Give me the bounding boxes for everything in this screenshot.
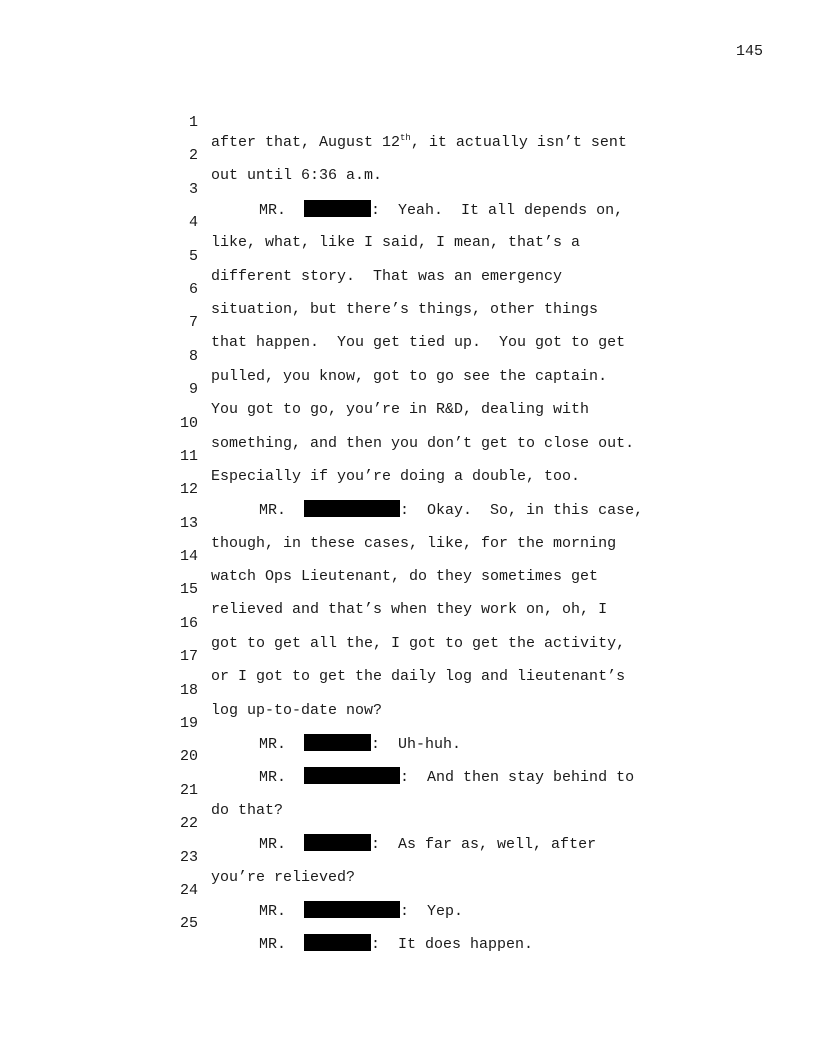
transcript-line	[0, 227, 816, 285]
transcript-line	[0, 394, 816, 452]
line-number: 21	[179, 781, 198, 799]
transcript-line	[0, 126, 816, 185]
line-text: though, in these cases, like, for the morning	[211, 534, 617, 552]
redacted-name	[304, 934, 371, 951]
transcript-line	[0, 761, 816, 819]
line-number: 12	[179, 481, 198, 499]
line-number: 5	[188, 247, 198, 265]
line-number: 6	[188, 280, 198, 298]
ordinal-suffix: th	[400, 133, 411, 143]
transcript-line	[0, 661, 816, 719]
page-number: 145	[735, 43, 763, 60]
line-text: or I got to get the daily log and lieutenant’s	[211, 668, 626, 686]
transcript-line	[0, 460, 816, 520]
line-text: like, what, like I said, I mean, that’s a	[211, 234, 581, 252]
line-text-part: , it actually isn’t sent	[410, 134, 627, 151]
transcript-line	[0, 861, 816, 920]
line-text: that happen. You get tied up. You got to get	[211, 334, 626, 352]
transcript-line	[0, 794, 816, 854]
speaker-line	[259, 934, 533, 955]
line-text: something, and then you don’t get to close out.	[211, 434, 635, 452]
line-number: 10	[179, 414, 198, 432]
line-number: 13	[179, 514, 198, 532]
line-number: 1	[188, 114, 198, 131]
line-number: 25	[179, 915, 198, 933]
transcript-line	[0, 260, 816, 318]
speaker-title: MR.	[259, 936, 287, 954]
line-text-part: : As far as, well, after	[371, 836, 597, 854]
line-number: 24	[179, 881, 198, 899]
line-text: different story. That was an emergency	[211, 267, 563, 285]
speaker-title: MR.	[259, 836, 287, 854]
line-text: got to get all the, I got to get the activity,	[211, 634, 626, 652]
line-number: 19	[179, 715, 198, 733]
transcript-line	[0, 627, 816, 686]
speaker-title: MR.	[259, 502, 287, 520]
line-number: 17	[179, 648, 198, 666]
line-number: 3	[188, 180, 198, 198]
line-number: 23	[179, 848, 198, 866]
line-number: 2	[188, 147, 198, 165]
line-text: you’re relieved?	[211, 868, 356, 886]
transcript-line	[0, 594, 816, 652]
transcript-line	[0, 494, 816, 552]
line-text-part: : And then stay behind to	[400, 769, 635, 787]
line-number: 7	[188, 314, 198, 332]
line-text-part: : It does happen.	[371, 936, 534, 954]
line-number: 20	[179, 748, 198, 766]
line-text: log up-to-date now?	[211, 701, 383, 719]
line-text-part: : Yep.	[400, 902, 464, 920]
transcript-line	[0, 327, 816, 385]
line-number: 9	[188, 381, 198, 399]
transcript-line	[0, 727, 816, 787]
transcript-line	[0, 694, 816, 754]
line-text: Especially if you’re doing a double, too.	[211, 467, 581, 485]
transcript-line	[0, 293, 816, 352]
transcript-line	[0, 527, 816, 586]
speaker-title: MR.	[259, 769, 287, 787]
line-number: 4	[188, 214, 198, 232]
transcript-line	[0, 360, 816, 419]
speaker-title: MR.	[259, 736, 287, 754]
transcript-body	[0, 93, 816, 954]
line-number: 8	[188, 347, 198, 365]
line-number: 16	[179, 614, 198, 632]
transcript-line	[0, 160, 816, 219]
line-text: pulled, you know, got to go see the captain.	[211, 367, 608, 385]
line-text-part: after that, August 12	[211, 134, 401, 151]
line-number: 14	[179, 548, 198, 566]
line-text: situation, but there’s things, other things	[211, 300, 599, 318]
line-number: 15	[179, 581, 198, 599]
transcript-line	[0, 427, 816, 485]
transcript-line	[0, 828, 816, 886]
line-text: out until 6:36 a.m.	[211, 167, 383, 185]
transcript-line	[0, 560, 816, 619]
line-text: relieved and that’s when they work on, oh, I	[211, 601, 608, 619]
speaker-title: MR.	[259, 902, 287, 920]
transcript-line	[0, 894, 816, 954]
line-text-part: : Okay. So, in this case,	[400, 502, 644, 520]
line-text: You got to go, you’re in R&D, dealing with	[211, 401, 590, 419]
transcript-line	[0, 93, 816, 151]
line-text: do that?	[211, 801, 284, 819]
line-text-part: : Uh-huh.	[371, 736, 462, 754]
line-number: 18	[179, 681, 198, 699]
line-number: 22	[179, 815, 198, 833]
transcript-line	[0, 193, 816, 252]
line-number: 11	[179, 447, 198, 465]
line-text: watch Ops Lieutenant, do they sometimes get	[211, 568, 599, 586]
line-text-part: : Yeah. It all depends on,	[371, 201, 624, 219]
speaker-title: MR.	[259, 201, 287, 219]
